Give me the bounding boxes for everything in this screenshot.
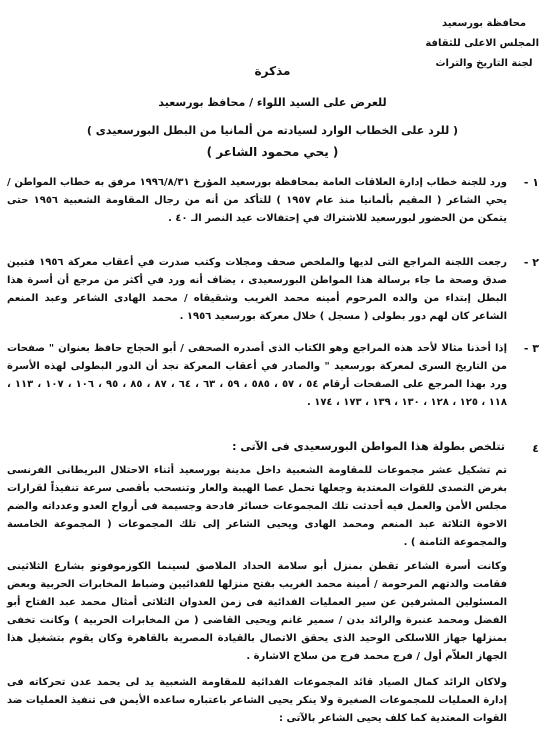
section-3-number: ٣ - [523, 342, 539, 355]
section-4-number: ٤ [532, 442, 539, 455]
author-line: ( يحي محمود الشاعر ) [206, 145, 339, 159]
section-4-heading: تتلخص بطولة هذا المواطن البورسعيدى فى الآتى : [232, 440, 505, 453]
section-4-paragraph-1: تم تشكيل عشر مجموعات للمقاومة الشعبية داخل مدينة بورسعيد أثناء الاحتلال البريطانى الفرنسى بغرض التصدى للقوات المعتدية وجعلها تحمل عصا الهيبة والعار وتنسحب بأقصى سرعة تنفيذاً لقرارات مجلس الأمن والعمل فيه أحدثت تلك المجموعات خسائر فادحة وجسيمة فى أرواح العدو وعدداته والضم الاخوة الثلاثة عبد المنعم ومحمد الهادى ويحيى الشاعر إلى تلك المجموعات ( المجموعة الخامسة والمجموعة الثامنة ) . [7, 465, 507, 548]
section-1-text: ورد للجنة خطاب إدارة العلاقات العامة بمحافظة بورسعيد المؤرخ ١٩٩٦/٨/٣١ مرفق به خطاب المواطن / يحي الشاعر ( المقيم بألمانيا منذ عام ١٩٥٧ ) للتأكد من أنه من رجال المقاومة الشعبية ١٩٥٦ حتى يتمكن من الحضور لبورسعيد للاشتراك في إحتفالات عيد النصر الـ ٤٠ . [7, 177, 508, 224]
letterhead-governorate: محافظة بورسعيد [441, 18, 527, 29]
subject-line: ( للرد على الخطاب الوارد لسيادته من ألمانيا من البطل البورسعيدى ) [86, 124, 459, 137]
section-3-text: إذا أخذنا مثالا لأحد هذه المراجع وهو الكتاب الذى أصدره الصحفى / أبو الحجاج حافظ بعنوان " صفحات من التاريخ السرى لمعركة بورسعيد " والصادر في أعقاب المعركة نجد أن الدور البطولى لهذه الأسرة ورد بهذا المرجع على الصفحات أرقام ٥٤ ، ٥٧ ، ٥٨٥ ، ٥٩ ، ٦٣ ، ٦٤ ، ٨٧ ، ٨٥ ، ٩٥ ، ١٠٦ ، ١٠٧ ، ١١٣ ، ١١٨ ، ١٢٥ ، ١٢٨ ، ١٣٠ ، ١٣٩ ، ١٧٣ ، ١٧٤ . [7, 343, 508, 408]
memo-title: مذكرة [254, 64, 291, 78]
section-2-text: رجعت اللجنة المراجع التى لديها والملخص صحف ومجلات وكتب صدرت في أعقاب معركة ١٩٥٦ فتبين صدق وصحة ما جاء برسالة هذا المواطن البورسعيدى ، يضاف أنه ورد في أكثر من مرجع أن أسرة هذا البطل إبتداء من والده المرحوم أمينه محمد الغريب وشقيقاه / محمد الهادى الشاعر وعبد المنعم الشاعر كان لهم دور بطولى ( مسجل ) خلال معركة بورسعيد ١٩٥٦ . [7, 257, 508, 322]
letterhead-committee: لجنة التاريخ والتراث [435, 58, 533, 69]
section-2-number: ٢ - [523, 256, 539, 269]
letterhead-council: المجلس الاعلى للثقافة [425, 38, 539, 49]
section-4-paragraph-2: وكانت أسرة الشاعر تقطن بمنزل أبو سلامة الحداد الملاصق لسينما الكوزموفوتو بشارع الثلاثينى فقامت والدتهم المرحومة / أمينة محمد الغريب بفتح منزلها للفدائيين وضباط المخابرات الحربية وبعض المسئولين المشرفين عن سير العمليات الفدائية فى زمن العدوان الثلاثى أمثال محمد عبد الفتاح أبو الفضل ومحمد عنبرة والرائد بدن / سمير غانم ويحيى القاضى ( من المخابرات الحربية ) وكانت تخفى بمنزلها جهاز اللاسلكى الوحيد الذى يحقق الاتصال بالقيادة المصرية بالقاهرة وكان يقوم بتشغيل هذا الجهاز العلاّم أول / فرج محمد فرج من سلاح الاشارة . [7, 561, 507, 662]
section-1-number: ١ - [523, 176, 539, 189]
section-4-paragraph-3: ولاكان الرائد كمال الصياد قائد المجموعات الفدائية للمقاومة الشعبية يد لى يحمد عدن تحركاته فى إدارة العمليات للمجموعات الصغيرة ولا ينكر يحيى الشاعر باعتباره ساعده الأيمن فى تنفيذ العمليات ضد القوات المعتدية كما كلف يحيى الشاعر بالآتى : [7, 677, 507, 724]
recipient-line: للعرض على السيد اللواء / محافظ بورسعيد [158, 96, 387, 109]
